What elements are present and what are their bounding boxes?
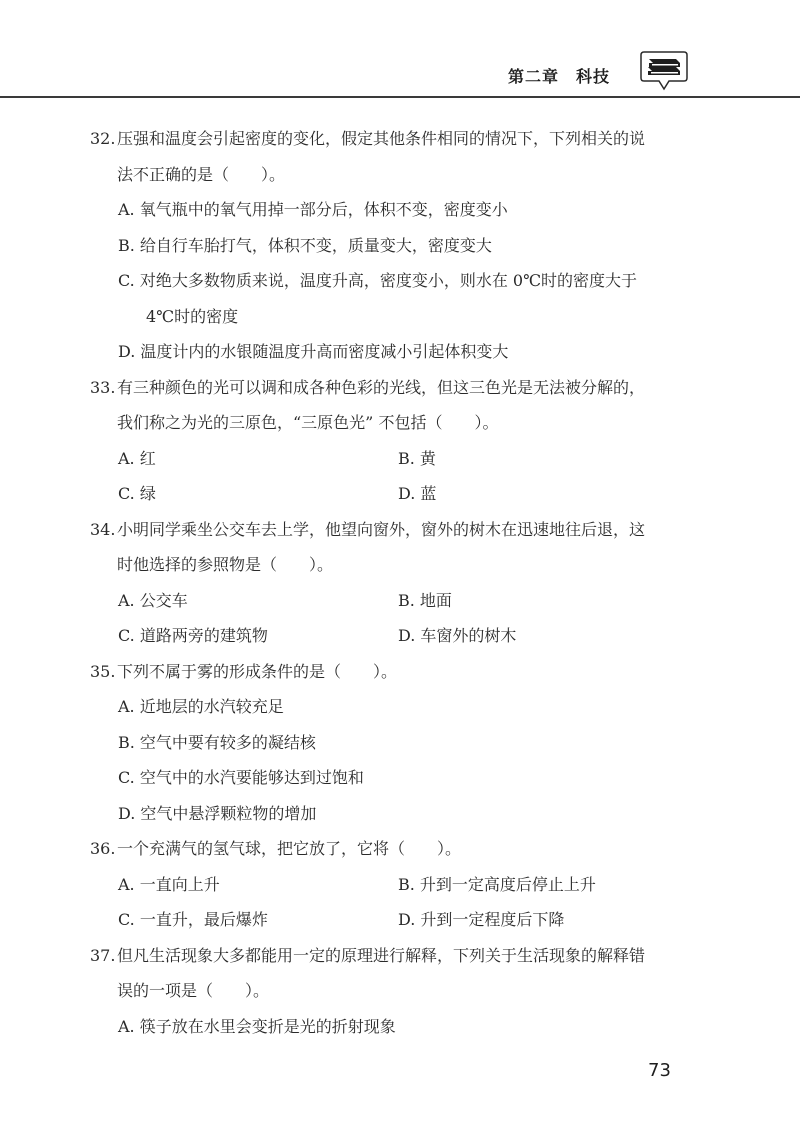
option-c: C. 对绝大多数物质来说，温度升高，密度变小，则水在 0℃时的密度大于: [118, 271, 638, 290]
option-a: A. 一直向上升: [118, 874, 220, 894]
question-stem: 下列不属于雾的形成条件的是（ ）。: [117, 661, 398, 681]
question-list: [90, 121, 690, 1044]
question-33: [90, 370, 690, 512]
book-stack-icon: [638, 48, 690, 94]
question-stem: 压强和温度会引起密度的变化，假定其他条件相同的情况下，下列相关的说: [117, 129, 646, 148]
option-b: B. 黄: [398, 448, 436, 468]
question-stem: 一个充满气的氢气球，把它放了，它将（ ）。: [117, 839, 462, 858]
option-d: D. 车窗外的树木: [398, 626, 517, 645]
question-number: 35.: [90, 661, 116, 681]
option-b: B. 升到一定高度后停止上升: [398, 874, 596, 894]
question-number: 32.: [90, 129, 116, 148]
question-number: 33.: [90, 377, 116, 397]
question-stem: 有三种颜色的光可以调和成各种色彩的光线，但这三色光是无法被分解的，: [117, 377, 646, 397]
question-stem-cont: 误的一项是（ ）。: [117, 981, 270, 1000]
question-36: [90, 831, 690, 938]
option-a: A. 近地层的水汽较充足: [118, 697, 284, 716]
question-35: [90, 654, 690, 832]
question-number: 34.: [90, 519, 116, 539]
question-stem-cont: 我们称之为光的三原色，“三原色光” 不包括（ ）。: [117, 413, 499, 432]
option-c-cont: 4℃时的密度: [146, 306, 239, 326]
question-stem-cont: 时他选择的参照物是（ ）。: [117, 555, 334, 574]
option-a: A. 筷子放在水里会变折是光的折射现象: [118, 1016, 396, 1036]
question-stem: 但凡生活现象大多都能用一定的原理进行解释，下列关于生活现象的解释错: [117, 945, 646, 965]
option-b: B. 给自行车胎打气，体积不变，质量变大，密度变大: [118, 235, 492, 255]
option-b: B. 空气中要有较多的凝结核: [118, 732, 316, 752]
option-d: D. 空气中悬浮颗粒物的增加: [118, 803, 317, 823]
chapter-title: 第二章 科技: [508, 67, 611, 86]
option-d: D. 升到一定程度后下降: [398, 910, 565, 929]
option-b: B. 地面: [398, 590, 452, 610]
question-stem: 小明同学乘坐公交车去上学，他望向窗外，窗外的树木在迅速地往后退，这: [117, 519, 646, 539]
option-d: D. 蓝: [398, 484, 437, 503]
option-a: A. 红: [118, 448, 156, 468]
question-number: 36.: [90, 839, 116, 858]
page-number: 73: [648, 1060, 671, 1081]
question-32: [90, 121, 690, 370]
question-stem-cont: 法不正确的是（ ）。: [117, 164, 286, 184]
option-c: C. 空气中的水汽要能够达到过饱和: [118, 768, 364, 787]
option-a: A. 公交车: [118, 590, 188, 610]
question-37: [90, 938, 690, 1045]
question-34: [90, 512, 690, 654]
option-c: C. 道路两旁的建筑物: [118, 626, 268, 645]
option-a: A. 氧气瓶中的氧气用掉一部分后，体积不变，密度变小: [118, 200, 508, 219]
header-rule: [0, 96, 800, 98]
question-number: 37.: [90, 945, 116, 965]
option-c: C. 绿: [118, 484, 156, 503]
option-c: C. 一直升，最后爆炸: [118, 910, 268, 929]
option-d: D. 温度计内的水银随温度升高而密度减小引起体积变大: [118, 342, 509, 361]
